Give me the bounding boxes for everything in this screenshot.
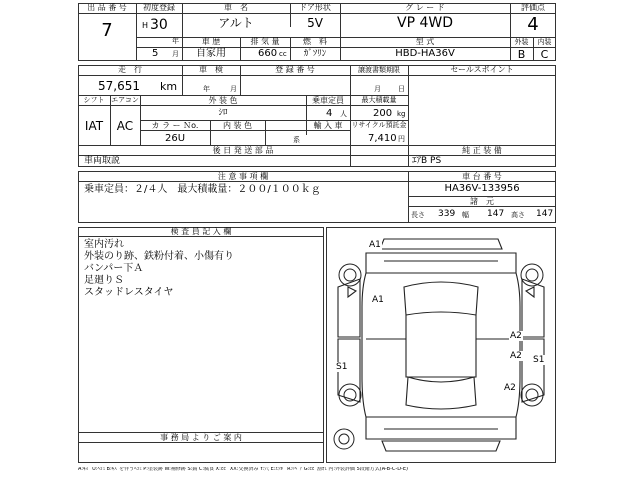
inspector-line: 室内汚れ [84,239,124,250]
inspector-line: 外装のり跡、鉄粉付着、小傷有り [84,251,234,262]
year-unit: 年 [172,37,179,45]
interior-label: 内装 [537,38,552,46]
damage-mark-right-rear-wheel: A2 [504,383,516,393]
divider [78,236,324,237]
inspector-line: バンパー下Ａ [84,263,144,274]
divider [78,155,556,156]
later-parts-label: 後 日 発 送 部 品 [212,146,274,155]
doc-deadline-label: 譲渡書類期限 [358,66,400,74]
mileage: 57,651 [98,79,140,93]
notes-text: 乗車定員：２/４人 最大積載量：２００/１００ｋｇ [84,184,321,195]
score: 4 [527,14,539,35]
ac: AC [116,119,134,133]
max-load-unit: kg [397,110,406,118]
divider [265,120,266,145]
car-name-label: 車 名 [224,3,248,12]
damage-mark-right-rear-quarter: S1 [533,355,545,365]
shift-label: シフト [83,96,105,104]
damage-mark-left-front-door: A1 [372,295,384,305]
model: HBD-HA36V [395,48,455,59]
doc-month-unit: 月 [374,85,381,93]
capacity: 4 [326,108,333,119]
grade: VP 4WD [397,15,453,31]
car-name: アルト [218,16,254,30]
office-label: 事 務 局 よ り ご 案 内 [160,433,242,442]
legend-footer: A:ｷｽﾞ U:ﾍｺﾐ B:ｷｽﾞを伴うﾍｺﾐ P:塗装跡 W:補修跡 S:錆 C:腐食 X:ﾋﾋﾞ XX:交換済み Y:穴 E:ｴｸﾎﾞ R:ﾘﾍﾟｱ G:ﾋﾋﾞ割れ 内:外装評価 5段階方式(A-B-C-D-E) [78,467,408,472]
inspector-line: 足廻りＳ [84,275,124,286]
inspection-label: 車 検 [199,65,223,74]
first-reg-month: 5 [152,48,159,59]
divider [510,47,556,48]
divider [78,181,556,182]
width: 147 [487,209,505,219]
misc-unit: 系 [293,136,300,144]
damage-mark-right-front-door: A2 [510,331,522,341]
month-unit: 月 [172,50,179,58]
interior-grade: C [540,48,549,61]
length: 339 [438,209,456,219]
int-color-label: 内 装 色 [222,121,253,130]
exterior-grade: B [517,48,526,61]
import-label: 輸 入 車 [313,121,343,130]
damage-mark-front-bumper: A1 [369,240,381,250]
recycle-fee: 7,410 [368,133,397,144]
notes-label: 注 意 事 項 欄 [217,172,269,181]
cc-label: 排 気 量 [250,37,280,46]
cc: 660 [258,48,278,59]
shift: IAT [84,119,104,133]
cc-unit: cc [279,50,287,58]
first-reg-label: 初度登録 [143,3,175,12]
chassis-number: HA36V-133956 [444,183,520,194]
lot-number: 7 [101,20,113,41]
chassis-label: 車 台 番 号 [462,172,502,181]
lot-label: 出 品 番 号 [87,3,127,12]
doors: 5V [307,16,323,30]
color-no: 26U [164,133,186,144]
fuel-label: 燃 料 [303,37,327,46]
dims-label: 諸 元 [470,197,494,206]
damage-mark-right-rear-door: A2 [510,351,522,361]
capacity-label: 乗車定員 [312,96,344,105]
usage: 自家用 [196,48,226,59]
damage-mark-left-rear-quarter: S1 [336,362,348,372]
inspector-line: スタッドレスタイヤ [84,287,174,298]
sales-point-label: セールスポイント [450,65,514,74]
length-label: 長さ [411,211,425,219]
doors-label: ドア形状 [299,3,331,12]
mileage-label: 走 行 [118,65,142,74]
exterior-label: 外装 [514,38,529,46]
first-reg-year: 30 [150,17,168,33]
divider [78,442,324,443]
inspector-label: 検 査 員 記 入 欄 [170,227,232,236]
mileage-unit: km [160,80,178,93]
era-letter: H [142,21,149,30]
ext-color-label: 外 装 色 [208,96,238,105]
later-parts: 車両取説 [84,156,121,166]
capacity-unit: 人 [340,110,347,118]
grade-label: グ レ ー ド [405,3,445,12]
height: 147 [536,209,554,219]
model-label: 型 式 [415,37,435,46]
recycle-unit: 円 [398,135,405,143]
options-label: 純 正 装 備 [462,146,502,155]
color-no-label: カ ラ ー Ｎo. [151,121,199,130]
max-load-label: 最大積載量 [361,96,397,104]
doc-day-unit: 日 [398,85,405,93]
divider [78,13,556,14]
reg-no-label: 登 録 番 号 [275,65,315,74]
divider [140,130,350,131]
height-label: 高さ [511,211,525,219]
fuel: ｶﾞｿﾘﾝ [303,49,327,59]
max-load: 200 [373,108,393,119]
ext-color: ｼﾛ [218,108,228,118]
divider [408,206,556,207]
recycle-label: リサイクル預託金 [351,121,407,129]
divider [78,75,556,76]
width-label: 幅 [462,211,469,219]
inspection-month-unit: 月 [230,85,237,93]
options: ｴｱB PS [412,156,442,166]
ac-label: エアコン [111,96,139,104]
divider [78,105,408,106]
inspection-year-unit: 年 [203,85,210,93]
car-diagram [326,227,556,463]
usage-label: 車 歴 [201,37,221,46]
score-label: 評価点 [521,3,545,12]
